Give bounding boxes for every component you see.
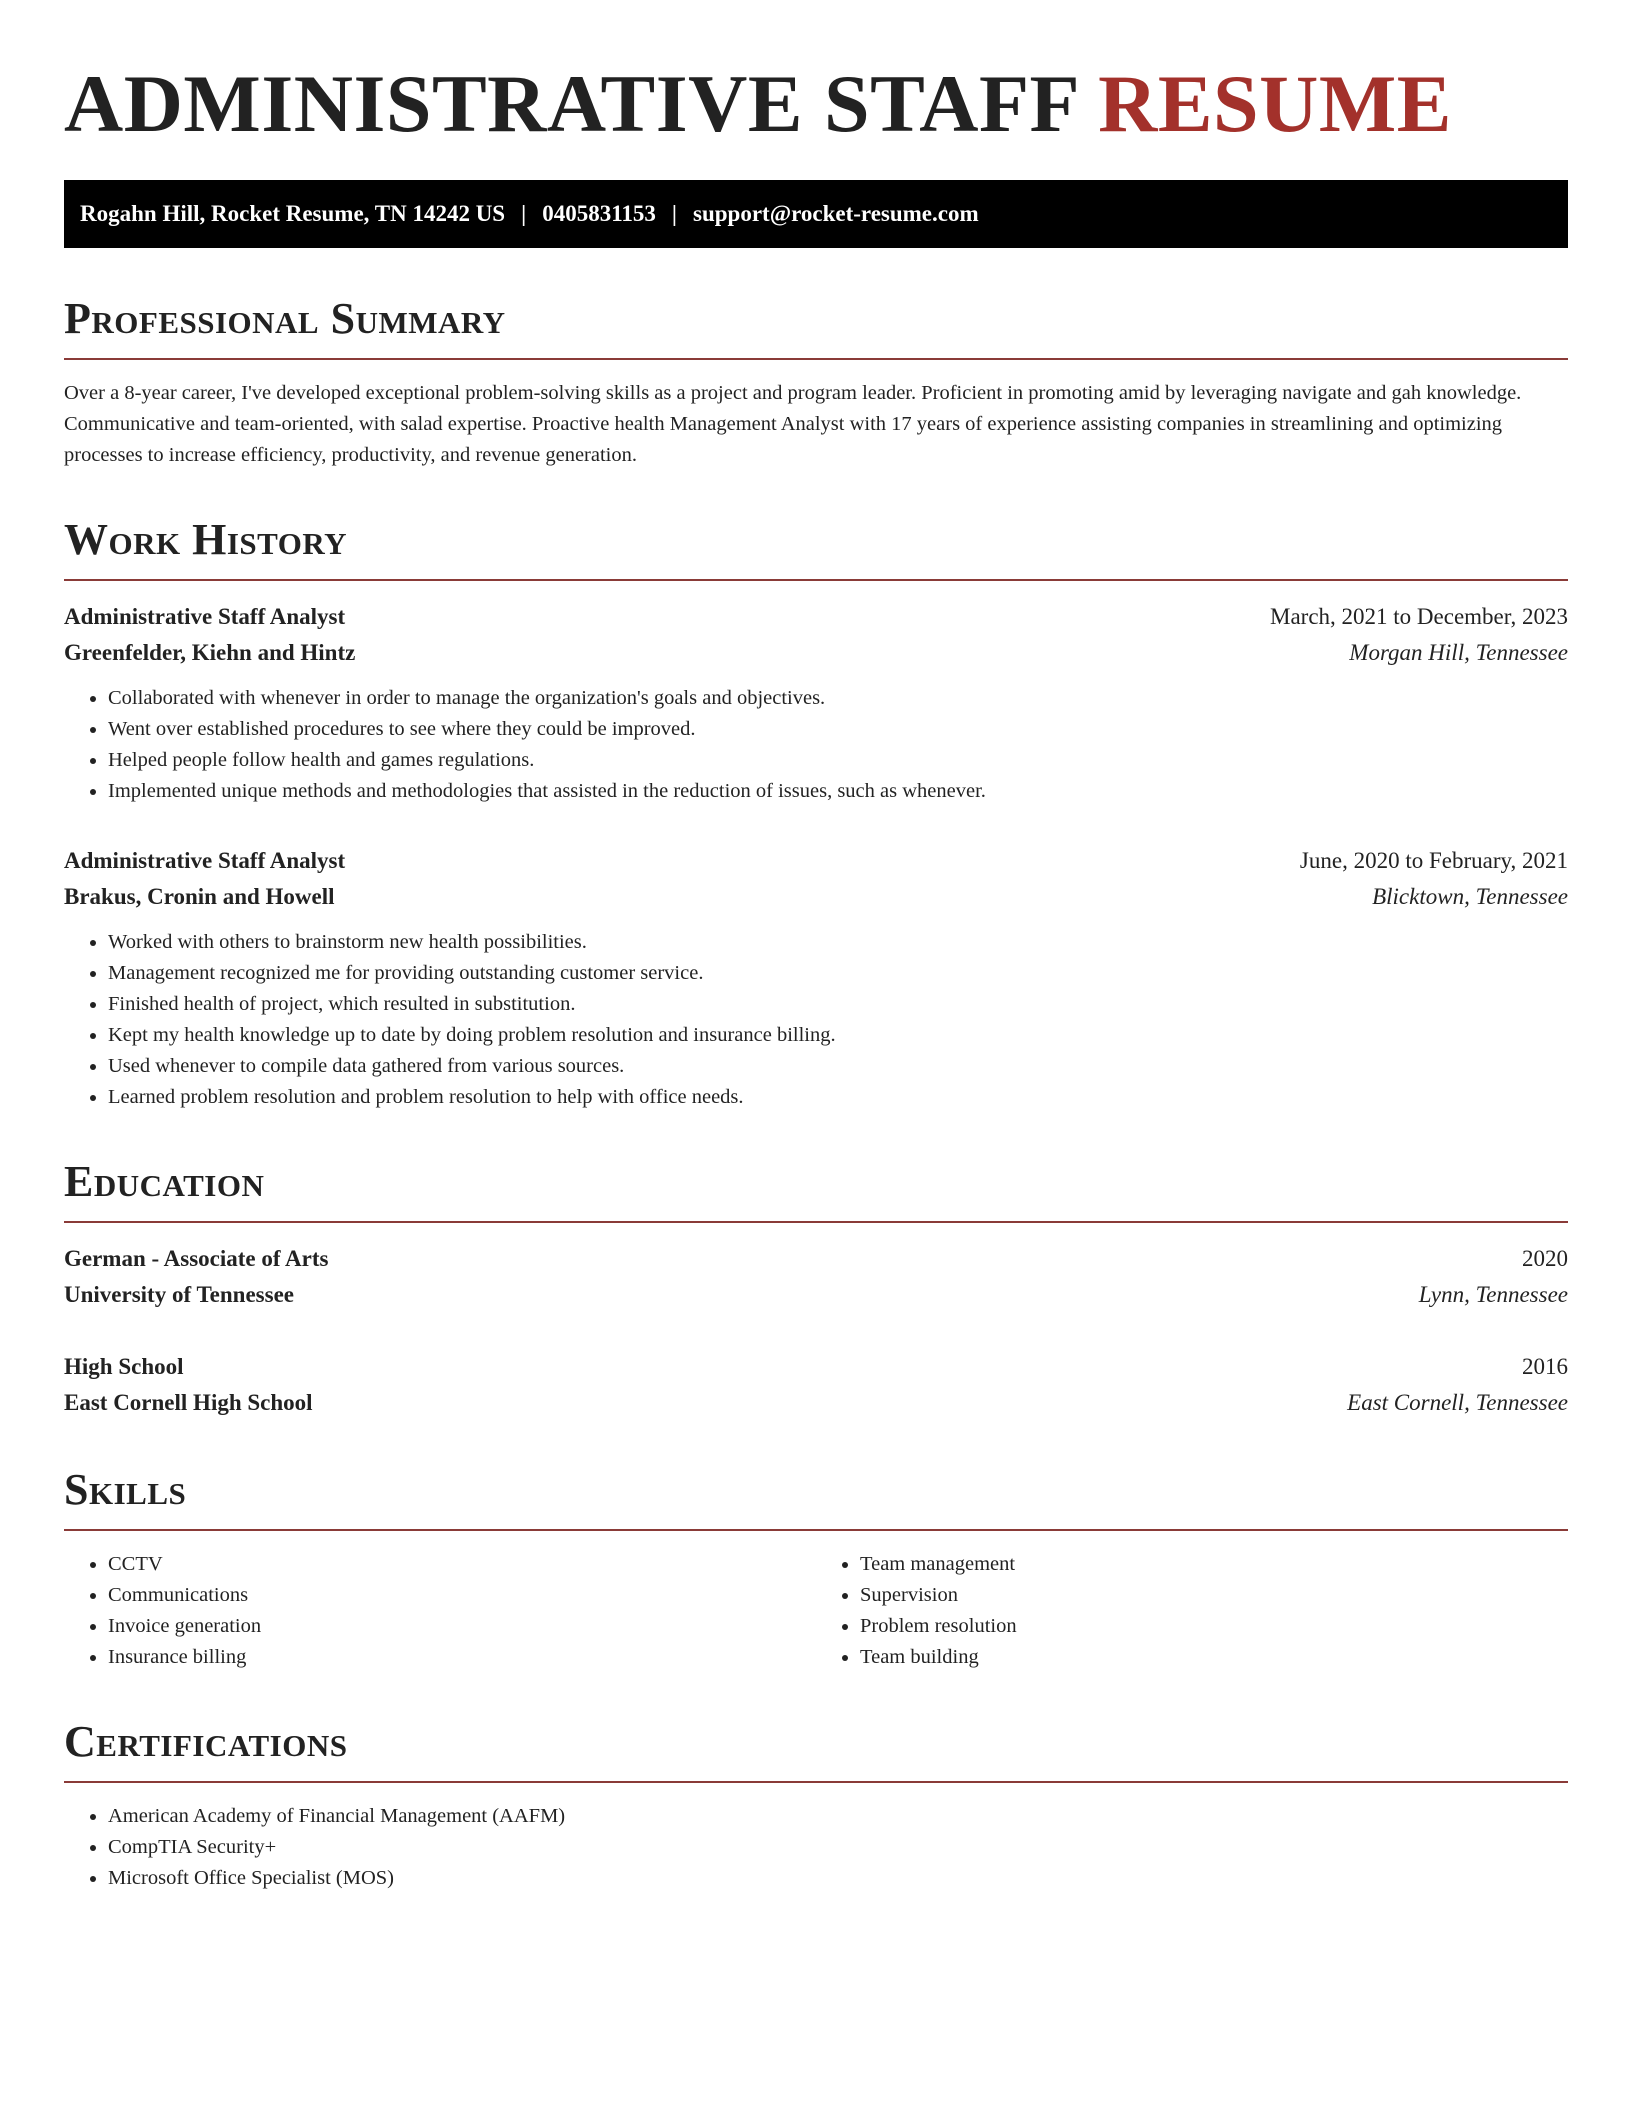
list-item: • Communications xyxy=(108,1580,816,1611)
work-history-section xyxy=(64,515,1568,1113)
list-item: • Implemented unique methods and methodologies that assisted in the reduction of issues, such as whenever. xyxy=(108,776,1568,807)
list-item: • Microsoft Office Specialist (MOS) xyxy=(108,1863,1568,1894)
title-accent: RESUME xyxy=(1098,58,1452,149)
list-item: • Team management xyxy=(860,1549,1568,1580)
job-company: Greenfelder, Kiehn and Hintz xyxy=(64,640,356,665)
title-main: ADMINISTRATIVE STAFF xyxy=(64,58,1078,149)
list-item: • Went over established procedures to see where they could be improved. xyxy=(108,714,1568,745)
job-location: Blicktown, Tennessee xyxy=(1372,884,1568,909)
education-entry xyxy=(64,1241,1568,1313)
skills-list-right xyxy=(816,1549,1568,1673)
education-school: East Cornell High School xyxy=(64,1390,313,1415)
contact-bar xyxy=(64,180,1568,248)
list-item: • Problem resolution xyxy=(860,1611,1568,1642)
job-dates: June, 2020 to February, 2021 xyxy=(1299,848,1568,873)
summary-section xyxy=(64,294,1568,471)
list-item: • Supervision xyxy=(860,1580,1568,1611)
certifications-list xyxy=(64,1801,1568,1894)
section-divider xyxy=(64,1781,1568,1783)
contact-separator: | xyxy=(521,201,527,226)
list-item: • Used whenever to compile data gathered from various sources. xyxy=(108,1051,1568,1082)
list-item: • Helped people follow health and games regulations. xyxy=(108,745,1568,776)
section-title: Education xyxy=(64,1157,265,1206)
list-item: • Management recognized me for providing outstanding customer service. xyxy=(108,958,1568,989)
certifications-section xyxy=(64,1717,1568,1894)
education-entry xyxy=(64,1349,1568,1421)
list-item: • Insurance billing xyxy=(108,1642,816,1673)
contact-separator: | xyxy=(671,201,677,226)
list-item: • Worked with others to brainstorm new health possibilities. xyxy=(108,927,1568,958)
list-item: • Team building xyxy=(860,1642,1568,1673)
list-item: • CompTIA Security+ xyxy=(108,1832,1568,1863)
education-location: Lynn, Tennessee xyxy=(1418,1282,1568,1307)
education-year: 2020 xyxy=(1522,1246,1568,1271)
education-location: East Cornell, Tennessee xyxy=(1347,1390,1568,1415)
education-section xyxy=(64,1157,1568,1421)
education-year: 2016 xyxy=(1522,1354,1568,1379)
job-role: Administrative Staff Analyst xyxy=(64,604,346,629)
job-entry xyxy=(64,843,1568,1113)
section-title: Certifications xyxy=(64,1717,348,1766)
section-divider xyxy=(64,1221,1568,1223)
job-entry xyxy=(64,599,1568,807)
contact-email: support@rocket-resume.com xyxy=(693,201,979,226)
job-location: Morgan Hill, Tennessee xyxy=(1349,640,1568,665)
education-degree: High School xyxy=(64,1354,184,1379)
list-item: • American Academy of Financial Management (AAFM) xyxy=(108,1801,1568,1832)
skills-list-left xyxy=(64,1549,816,1673)
list-item: • Finished health of project, which resulted in substitution. xyxy=(108,989,1568,1020)
job-dates: March, 2021 to December, 2023 xyxy=(1270,604,1568,629)
section-divider xyxy=(64,358,1568,360)
list-item: • Collaborated with whenever in order to manage the organization's goals and objectives. xyxy=(108,683,1568,714)
job-bullets xyxy=(64,927,1568,1113)
skills-columns xyxy=(64,1549,1568,1673)
list-item: • Learned problem resolution and problem resolution to help with office needs. xyxy=(108,1082,1568,1113)
job-company: Brakus, Cronin and Howell xyxy=(64,884,335,909)
education-school: University of Tennessee xyxy=(64,1282,294,1307)
section-divider xyxy=(64,579,1568,581)
list-item: • Kept my health knowledge up to date by doing problem resolution and insurance billing. xyxy=(108,1020,1568,1051)
job-role: Administrative Staff Analyst xyxy=(64,848,346,873)
contact-address: Rogahn Hill, Rocket Resume, TN 14242 US xyxy=(80,201,506,226)
job-bullets xyxy=(64,683,1568,807)
section-title: Work History xyxy=(64,515,348,564)
education-degree: German - Associate of Arts xyxy=(64,1246,329,1271)
skills-section xyxy=(64,1465,1568,1673)
section-title: Skills xyxy=(64,1465,187,1514)
section-title: Professional Summary xyxy=(64,294,506,343)
summary-text: Over a 8-year career, I've developed exceptional problem-solving skills as a project and program leader. Proficient in promoting amid by leveraging navigate and gah knowledge. Communicative and team-oriented, with salad expertise. Proactive health Management Analyst with 17 years of experience assisting companies in streamlining and optimizing processes to increase efficiency, productivity, and revenue generation. xyxy=(64,382,1522,466)
list-item: • Invoice generation xyxy=(108,1611,816,1642)
section-divider xyxy=(64,1529,1568,1531)
list-item: • CCTV xyxy=(108,1549,816,1580)
resume-title xyxy=(64,0,1568,152)
contact-phone: 0405831153 xyxy=(542,201,656,226)
